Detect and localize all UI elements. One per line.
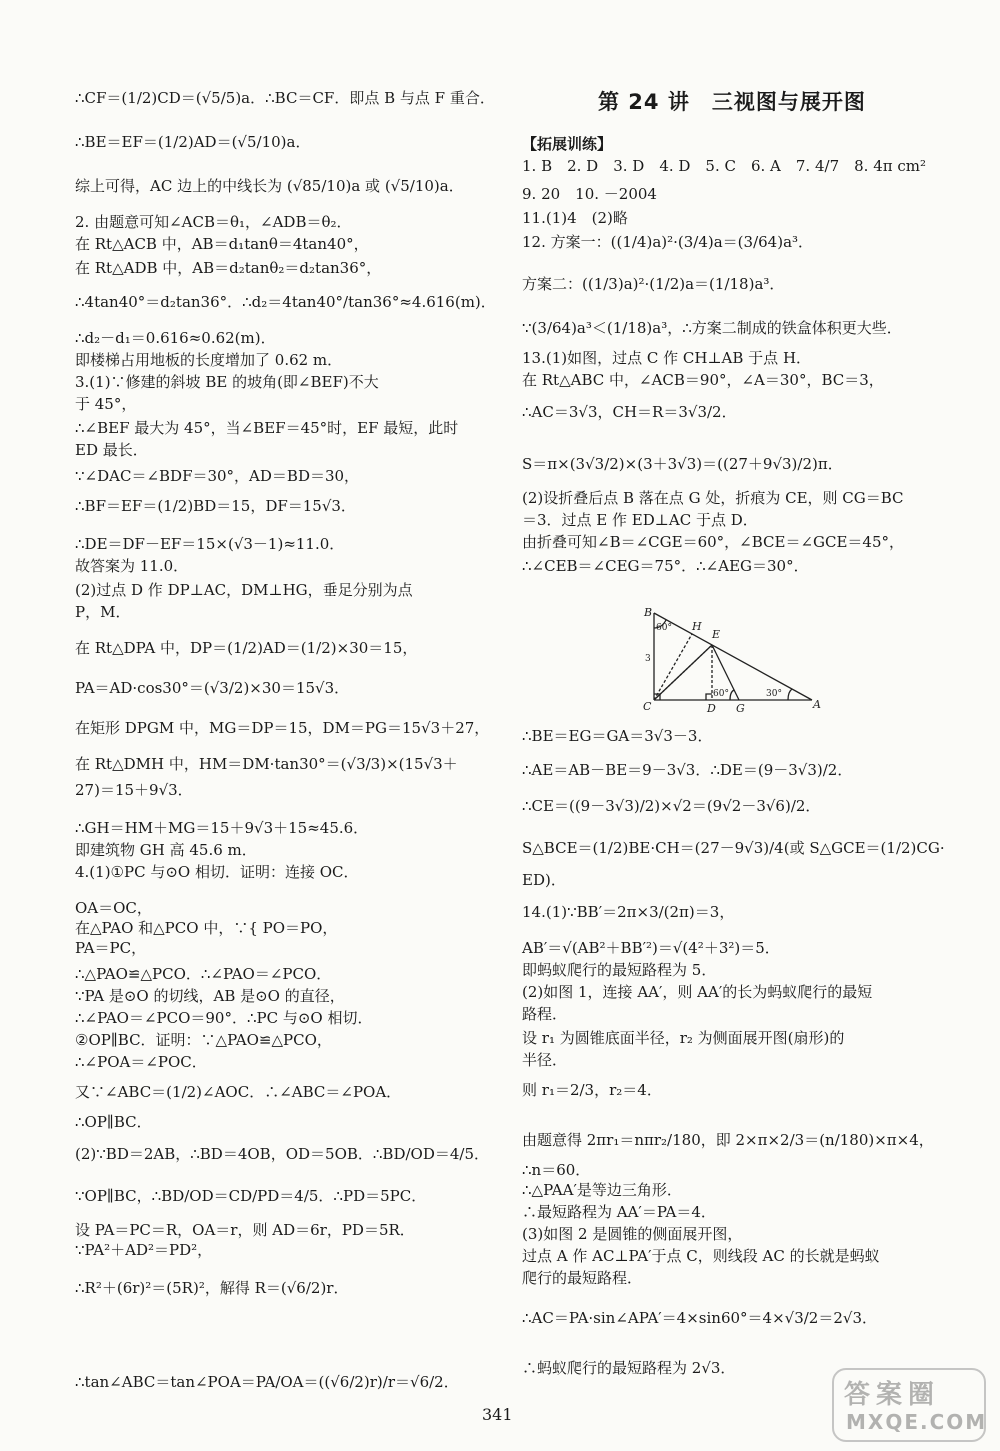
right-text-line: ∴CE＝((9－3√3)/2)×√2＝(9√2－3√6)/2． xyxy=(522,797,821,815)
left-text-line: ∵OP∥BC，∴BD/OD＝CD/PD＝4/5．∴PD＝5PC． xyxy=(75,1187,427,1205)
left-text-line: 在 Rt△ADB 中，AB＝d₂tanθ₂＝d₂tan36°， xyxy=(75,259,382,277)
left-text-line: 在△PAO 和△PCO 中，∵{ PO＝PO， xyxy=(75,919,338,937)
right-text-line: 方案二：((1/3)a)²·(1/2)a＝(1/18)a³． xyxy=(522,275,785,293)
left-text-line: 27)＝15＋9√3． xyxy=(75,781,193,799)
right-text-line: AB′＝√(AB²＋BB′²)＝√(4²＋3²)＝5． xyxy=(522,939,780,957)
right-text-line: ED)． xyxy=(522,871,566,889)
right-text-line: 即蚂蚁爬行的最短路程为 5． xyxy=(522,961,717,979)
right-text-line: ∴蚂蚁爬行的最短路程为 2√3． xyxy=(522,1359,736,1377)
label-d: D xyxy=(707,702,716,714)
left-text-line: ∴∠POA＝∠POC． xyxy=(75,1053,207,1071)
right-text-line: ∴AC＝PA·sin∠APA′＝4×sin60°＝4×√3/2＝2√3． xyxy=(522,1309,877,1327)
right-text-line: 12. 方案一：((1/4)a)²·(3/4)a＝(3/64)a³． xyxy=(522,233,814,251)
section-title: 第 24 讲 三视图与展开图 xyxy=(598,90,866,114)
label-c: C xyxy=(643,700,652,713)
right-text-line: (2)如图 1，连接 AA′，则 AA′的长为蚂蚁爬行的最短 xyxy=(522,983,873,1001)
right-text-line: 1. B 2. D 3. D 4. D 5. C 6. A 7. 4/7 8. 4π cm² xyxy=(522,157,926,175)
left-text-line: ∴tan∠ABC＝tan∠POA＝PA/OA＝((√6/2)r)/r＝√6/2． xyxy=(75,1373,459,1391)
left-text-line: 又∵∠ABC＝(1/2)∠AOC．∴∠ABC＝∠POA． xyxy=(75,1083,402,1101)
left-text-line: ∵PA 是⊙O 的切线，AB 是⊙O 的直径， xyxy=(75,987,345,1005)
left-text-line: 设 PA＝PC＝R，OA＝r，则 AD＝6r，PD＝5R． xyxy=(75,1221,415,1239)
left-text-line: 于 45°， xyxy=(75,395,137,413)
right-text-line: 9. 20 10. －2004 xyxy=(522,185,657,203)
right-text-line: 过点 A 作 AC⊥PA′于点 C，则线段 AC 的长就是蚂蚁 xyxy=(522,1247,880,1265)
left-text-line: PA＝AD·cos30°＝(√3/2)×30＝15√3． xyxy=(75,679,350,697)
right-text-line: 半径． xyxy=(522,1051,568,1069)
watermark-text: 答案圈 xyxy=(844,1380,941,1410)
right-text-line: 爬行的最短路程． xyxy=(522,1269,643,1287)
watermark-logo xyxy=(832,1368,986,1442)
triangle-figure xyxy=(640,606,825,714)
angle-g-arc xyxy=(730,690,734,700)
right-text-line: ∴n＝60． xyxy=(522,1161,591,1179)
right-text-line: ∴△PAA′是等边三角形． xyxy=(522,1181,682,1199)
right-text-line: 设 r₁ 为圆锥底面半径，r₂ 为侧面展开图(扇形)的 xyxy=(522,1029,845,1047)
left-text-line: (2)过点 D 作 DP⊥AC，DM⊥HG，垂足分别为点 xyxy=(75,581,413,599)
left-text-line: ∴∠PAO＝∠PCO＝90°．∴PC 与⊙O 相切． xyxy=(75,1009,373,1027)
left-text-line: (2)∵BD＝2AB，∴BD＝4OB，OD＝5OB．∴BD/OD＝4/5． xyxy=(75,1145,489,1163)
right-text-line: ∵(3/64)a³＜(1/18)a³，∴方案二制成的铁盒体积更大些． xyxy=(522,319,902,337)
label-b: B xyxy=(644,606,653,619)
left-text-line: ∵∠DAC＝∠BDF＝30°，AD＝BD＝30， xyxy=(75,467,360,485)
label-angle-30-a: 30° xyxy=(766,689,782,699)
left-text-line: ∴∠BEF 最大为 45°，当∠BEF＝45°时，EF 最短，此时 xyxy=(75,419,459,437)
right-text-line: ∴∠CEB＝∠CEG＝75°．∴∠AEG＝30°． xyxy=(522,557,809,575)
left-text-line: ②OP∥BC．证明：∵△PAO≌△PCO， xyxy=(75,1031,332,1049)
right-text-line: 由折叠可知∠B＝∠CGE＝60°，∠BCE＝∠GCE＝45°， xyxy=(522,533,905,551)
right-text-line: 【拓展训练】 xyxy=(522,135,613,153)
angle-a-arc xyxy=(788,689,792,700)
right-text-line: (3)如图 2 是圆锥的侧面展开图， xyxy=(522,1225,743,1243)
label-side-3: 3 xyxy=(645,654,651,664)
left-text-line: 综上可得，AC 边上的中线长为 (√85/10)a 或 (√5/10)a． xyxy=(75,177,464,195)
right-text-line: 13.(1)如图，过点 C 作 CH⊥AB 于点 H． xyxy=(522,349,812,367)
right-text-line: ∴AC＝3√3，CH＝R＝3√3/2． xyxy=(522,403,737,421)
left-text-line: 3.(1)∵修建的斜坡 BE 的坡角(即∠BEF)不大 xyxy=(75,373,379,391)
label-h: H xyxy=(692,620,702,633)
label-a: A xyxy=(813,698,821,711)
left-text-line: ∴CF＝(1/2)CD＝(√5/5)a．∴BC＝CF．即点 B 与点 F 重合． xyxy=(75,89,495,107)
left-text-line: 4.(1)①PC 与⊙O 相切．证明：连接 OC． xyxy=(75,863,359,881)
left-text-line: 在 Rt△ACB 中，AB＝d₁tanθ＝4tan40°， xyxy=(75,235,369,253)
right-text-line: 路程． xyxy=(522,1005,568,1023)
left-text-line: 故答案为 11.0． xyxy=(75,557,189,575)
page-number: 341 xyxy=(482,1405,513,1424)
right-text-line: ∴最短路程为 AA′＝PA＝4． xyxy=(522,1203,716,1221)
left-text-line: P，M． xyxy=(75,603,131,621)
left-text-line: ED 最长． xyxy=(75,441,148,459)
right-text-line: (2)设折叠后点 B 落在点 G 处，折痕为 CE，则 CG＝BC xyxy=(522,489,904,507)
left-text-line: ∴BE＝EF＝(1/2)AD＝(√5/10)a． xyxy=(75,133,311,151)
left-text-line: 2. 由题意可知∠ACB＝θ₁，∠ADB＝θ₂． xyxy=(75,213,352,231)
left-text-line: 在 Rt△DMH 中，HM＝DM·tan30°＝(√3/3)×(15√3＋ xyxy=(75,755,458,773)
right-text-line: ∴AE＝AB－BE＝9－3√3．∴DE＝(9－3√3)/2． xyxy=(522,761,853,779)
right-text-line: 11.(1)4 (2)略 xyxy=(522,209,628,227)
left-text-line: OA＝OC， xyxy=(75,899,152,917)
right-text-line: 则 r₁＝2/3，r₂＝4． xyxy=(522,1081,662,1099)
watermark-sub: MXQE.COM xyxy=(846,1410,988,1434)
left-text-line: PA＝PC， xyxy=(75,939,147,957)
left-text-line: 在 Rt△DPA 中，DP＝(1/2)AD＝(1/2)×30＝15， xyxy=(75,639,418,657)
right-text-line: 由题意得 2πr₁＝nπr₂/180，即 2×π×2/3＝(n/180)×π×4， xyxy=(522,1131,934,1149)
left-text-line: ∴d₂－d₁＝0.616≈0.62(m)． xyxy=(75,329,276,347)
label-angle-60-g: 60° xyxy=(713,689,729,699)
right-text-line: 在 Rt△ABC 中，∠ACB＝90°，∠A＝30°，BC＝3， xyxy=(522,371,884,389)
left-text-line: ∴GH＝HM＋MG＝15＋9√3＋15≈45.6． xyxy=(75,819,369,837)
left-text-line: ∴DE＝DF－EF＝15×(√3－1)≈11.0． xyxy=(75,535,345,553)
left-text-line: 即楼梯占用地板的长度增加了 0.62 m． xyxy=(75,351,343,369)
right-text-line: S△BCE＝(1/2)BE·CH＝(27－9√3)/4(或 S△GCE＝(1/2)CG· xyxy=(522,839,945,857)
right-text-line: 14.(1)∵BB′＝2π×3/(2π)＝3， xyxy=(522,903,735,921)
left-text-line: 即建筑物 GH 高 45.6 m． xyxy=(75,841,257,859)
left-text-line: ∵PA²＋AD²＝PD²， xyxy=(75,1241,213,1259)
label-g: G xyxy=(736,702,745,714)
label-e: E xyxy=(712,628,721,641)
right-text-line: ＝3．过点 E 作 ED⊥AC 于点 D． xyxy=(522,511,758,529)
right-text-line: ∴BE＝EG＝GA＝3√3－3． xyxy=(522,727,713,745)
fold-ce xyxy=(654,645,712,700)
right-text-line: S＝π×(3√3/2)×(3＋3√3)＝((27＋9√3)/2)π． xyxy=(522,455,843,473)
left-text-line: ∴BF＝EF＝(1/2)BD＝15，DF＝15√3． xyxy=(75,497,356,515)
label-angle-60-b: 60° xyxy=(656,623,672,633)
left-text-line: ∴△PAO≌△PCO．∴∠PAO＝∠PCO． xyxy=(75,965,332,983)
left-text-line: ∴4tan40°＝d₂tan36°．∴d₂＝4tan40°/tan36°≈4.616(m)． xyxy=(75,293,496,311)
left-text-line: ∴OP∥BC． xyxy=(75,1113,152,1131)
right-angle-d xyxy=(706,694,712,700)
left-text-line: ∴R²＋(6r)²＝(5R)²，解得 R＝(√6/2)r． xyxy=(75,1279,349,1297)
segment-ch xyxy=(654,634,692,700)
left-text-line: 在矩形 DPGM 中，MG＝DP＝15，DM＝PG＝15√3＋27， xyxy=(75,719,490,737)
